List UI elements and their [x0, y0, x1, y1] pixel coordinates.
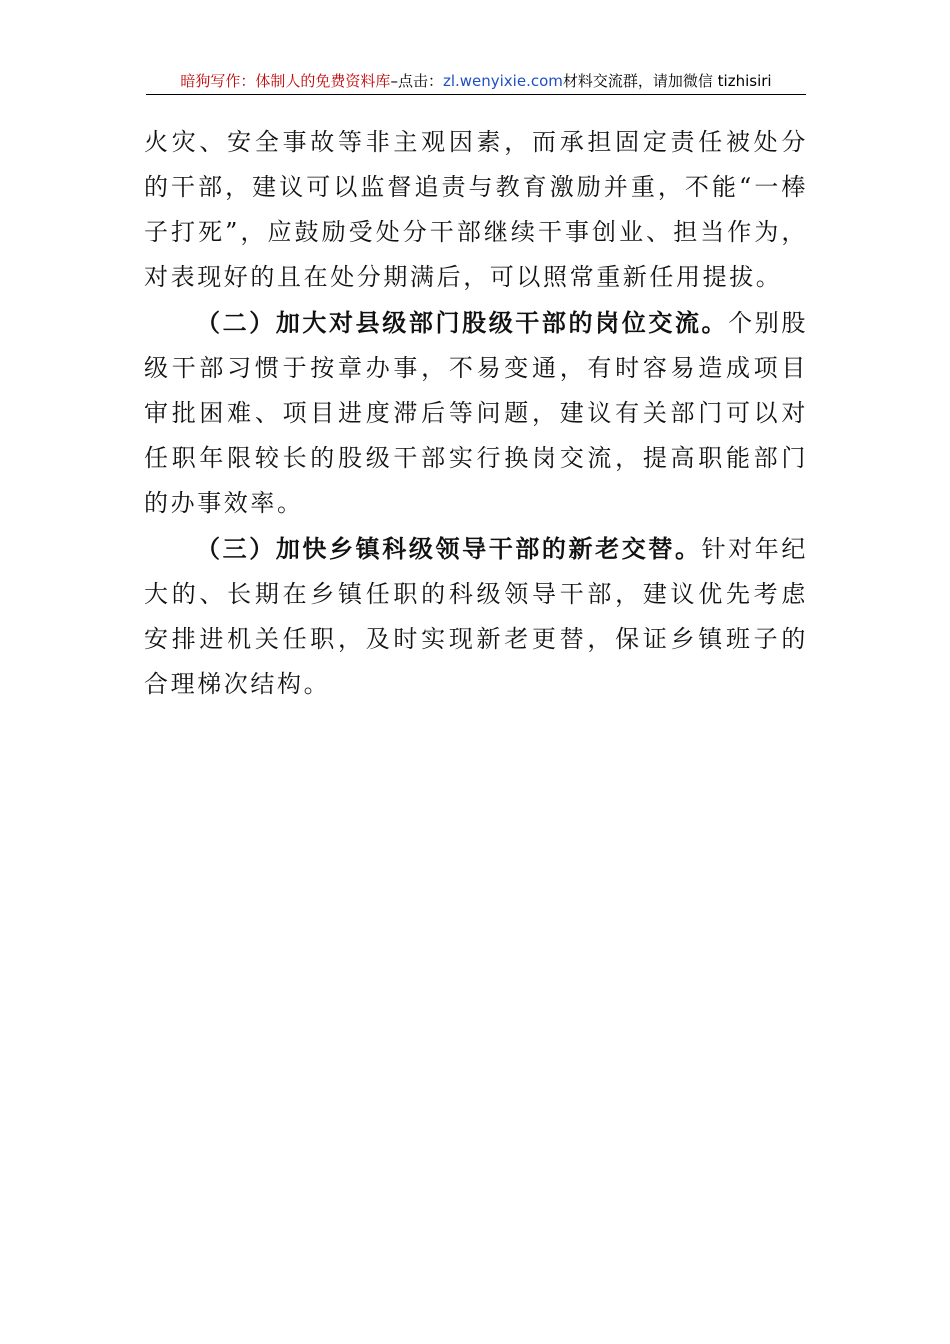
document-body: [144, 120, 808, 707]
paragraph-3-heading: （三）加快乡镇科级领导干部的新老交替。: [196, 534, 702, 563]
paragraph-3-text: 针对年纪大的、长期在乡镇任职的科级领导干部，建议优先考虑安排进机关任职，及时实现新老更替，保证乡镇班子的合理梯次结构。: [144, 535, 808, 698]
paragraph-2-text: 个别股级干部习惯于按章办事，不易变通，有时容易造成项目审批困难、项目进度滞后等问题，建议有关部门可以对任职年限较长的股级干部实行换岗交流，提高职能部门的办事效率。: [144, 309, 808, 517]
page-header: [146, 68, 806, 95]
header-tail: 材料交流群，请加微信 tizhisiri: [562, 72, 772, 90]
paragraph-2: [144, 300, 808, 526]
header-separator: –点击：: [390, 72, 443, 90]
header-brand: 暗狗写作：体制人的免费资料库: [180, 72, 391, 90]
paragraph-1: [144, 120, 808, 300]
paragraph-2-heading: （二）加大对县级部门股级干部的岗位交流。: [196, 308, 729, 337]
paragraph-3: [144, 526, 808, 707]
header-link[interactable]: zl.wenyixie.com: [442, 72, 563, 90]
paragraph-1-text: 火灾、安全事故等非主观因素，而承担固定责任被处分的干部，建议可以监督追责与教育激励并重，不能“一棒子打死”，应鼓励受处分干部继续干事创业、担当作为，对表现好的且在处分期满后，可以照常重新任用提拔。: [144, 128, 808, 291]
